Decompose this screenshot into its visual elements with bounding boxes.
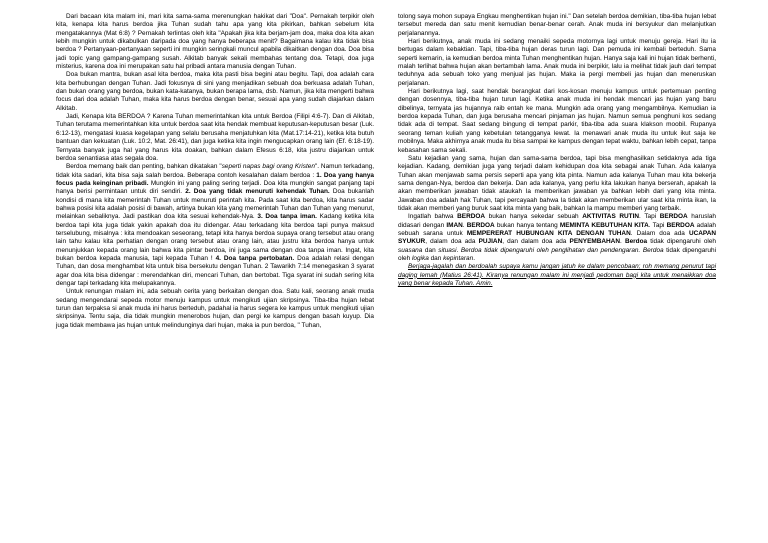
paragraph-ingatlah: Ingatlah bahwa BERDOA bukan hanya sekedar sebuah AKTIVITAS RUTIN. Tapi BERDOA haruslah didasari dengan IMAN. BERDOA bukan hanya tentang MEMINTA KEBUTUHAN KITA. Tapi BERDOA adalah sebuah sarana untuk MEMPERERAT HUBUNGAN KITA DENGAN TUHAN. Dalam doa ada UCAPAN SYUKUR, dalam doa ada PUJIAN, dan dalam doa ada PENYEMBAHAN. Berdoa tidak dipengaruhi oleh suasana dan situasi. Berdoa tidak dipengaruhi oleh penglihatan dan pendengaran. Berdoa tidak dipengaruhi oleh logika dan kepintaran.	[398, 213, 717, 262]
paragraph-cerita-lanjutan: tolong saya mohon supaya Engkau menghentikan hujan ini." Dan setelah berdoa demikian, tiba-tiba hujan lebat tersebut mereda dan satu menit kemudian benar-benar cerah. Anak muda ini bersyukur dan melanjutkan perjalanannya.	[398, 13, 716, 37]
paragraph-hari-berikutnya: Hari berikutnya, anak muda ini sedang menaiki sepeda motornya lagi untuk menuju gereja. Hari itu ia bertugas dalam kebaktian. Tapi, tiba-tiba hujan deras turun lagi. Dan pemuda ini kembali berteduh. Sama seperti kemarin, ia kemudian berdoa minta Tuhan menghentikan hujan. Hanya saja kali ini hujan tidak berhenti, malah terlihat bahwa hujan akan bertambah lama. Anak muda ini berpikir, lalu ia melihat tidak jauh dari tempat teduhnya ada sebuah toko yang menjual jas hujan. Maka ia pergi membeli jas hujan dan meneruskan perjalanan.	[398, 38, 716, 87]
paragraph-kenapa-berdoa: Jadi, Kenapa kita BERDOA ? Karena Tuhan memerintahkan kita untuk Berdoa (Filipi 4:6-7). Dan di Alkitab, Tuhan terutama memerintahkan kita untuk berdoa saat kita hendak membuat keputusan-keputusan besar (Luk. 6:12-13), mengatasi kuasa kegelapan yang selalu berusaha menjatuhkan kita (Mat.17:14-21), ketika kita butuh bantuan dan kekuatan (Luk. 10:2, Mat. 26:41), dan juga ketika kita ingin mengucapkan orang lain (Ef. 6:18-19). Ternyata banyak juga hal yang harus kita doakan, bahkan dalam Efesus 6:18, kita justru diajarkan untuk berdoa senantiasa atas segala doa.	[56, 113, 374, 162]
closing-verse: Berjaga-jagalah dan berdoalah supaya kamu jangan jatuh ke dalam pencobaan; roh memang penurut tapi daging lemah (Matius 26:41). Kiranya renungan malam ini menjadi pedoman bagi kita untuk menaikkan doa yang benar kepada Tuhan. Amin.	[398, 263, 716, 287]
paragraph-kesalahan-berdoa: Berdoa memang baik dan penting, bahkan dikatakan "seperti napas bagi orang Kristen". Namun terkadang, tidak kita sadari, kita bisa saja salah berdoa. Beberapa contoh kesalahan dalam berdoa : 1. Doa yang hanya focus pada keinginan pribadi. Mungkin ini yang paling sering terjadi. Doa kita mungkin sangat panjang tapi hanya berisi permintaan untuk diri sendiri. 2. Doa yang tidak menuruti kehendak Tuhan. Doa bukanlah kondisi di mana kita memerintah Tuhan untuk menuruti perintah kita. Pada saat kita berdoa, kita harus sadar bahwa posisi kita adalah posisi di bawah, artinya bukan kita yang memerintah Tuhan dan Tuhan yang menurut, melainkan sebaliknya. Jadi pastikan doa kita sesuai kehendak-Nya. 3. Doa tanpa iman. Kadang ketika kita berdoa tapi kita juga tidak yakin apakah doa itu didengar. Atau terkadang kita berdoa tapi punya maksud terselubung, misalnya : kita mendoakan seseorang, tetapi kita hanya berdoa supaya orang tersebut atau orang lain tahu kalau kita perhatian dengan orang tersebut atau orang lain, atau justru kita berdoa hanya untuk menunjukkan kepada orang lain bahwa kita pintar berdoa, ini juga sama dengan doa tanpa iman. Ingat, kita bukan berdoa kepada manusia, tapi kepada Tuhan ! 4. Doa tanpa pertobatan. Doa adalah relasi dengan Tuhan, dan dosa menghambat kita untuk bisa bersekutu dengan Tuhan. 2 Tawarikh 7:14 menegaskan 3 syarat agar doa kita bisa didengar : merendahkan diri, mencari Tuhan, dan bertobat. Tiga syarat ini sudah sering kita dengar tapi terkadang kita melupakannya.	[56, 163, 375, 287]
paragraph-kesimpulan-cerita: Satu kejadian yang sama, hujan dan sama-sama berdoa, tapi bisa menghasilkan setidaknya ada tiga kejadian. Kadang, demikian juga yang terjadi dalam kehidupan doa kita sebagai anak Tuhan. Ada kalanya Tuhan akan menjawab sama persis seperti apa yang kita pinta. Namun ada kalanya Tuhan mau kita bekerja sama dengan-Nya, berdoa dan bekerja. Dan ada kalanya, yang perlu kita lakukan hanya berserah, apakah Ia akan memberikan jawaban tidak ataukah Ia memberikan jawaban ya bahkan lebih dari yang kita minta. Jawaban doa adalah hak Tuhan, tapi percayaah bahwa Ia tidak akan memberikan ular saat kita minta ikan, Ia tidak akan memberi yang buruk saat kita minta yang baik, bahkan Ia mampu memberi yang terbaik.	[398, 154, 716, 212]
left-column	[56, 13, 374, 330]
paragraph-intro: Dari bacaan kita malam ini, mari kita sama-sama merenungkan hakikat dari "Doa". Pernakah terpikir oleh kita, kenapa kita harus berdoa jika Tuhan sudah tahu apa yang kita pikirkan, bahkan sebelum kita mengatakannya (Mat 6:8) ? Pernakah terlintas oleh kita "Apakah jika kita berjam-jam doa, maka doa kita akan lebih mungkin untuk dikabulkan daripada doa yang hanya beberapa menit? Bagaimana kalau kita tidak bisa berdoa ? Pertanyaan-pertanyaan seperti ini mungkin seringkali muncul apabila dikaitkan dengan doa. Doa bisa jadi topic yang gampang-gampang susah. Alkitab banyak sekali membahas tentang doa. Tetapi, doa juga misterius, karena doa ini merupakan satu hal pribadi antara manusia dengan Tuhan.	[56, 13, 374, 71]
paragraph-doa-bukan-mantra: Doa bukan mantra, bukan asal kita berdoa, maka kita pasti bisa begini atau begitu. Tapi, doa adalah cara kita berhubungan dengan Tuhan. Jadi fokusnya di sini yang menjadikan sebuah doa berkuasa adalah Tuhan, dan bukan orang yang berdoa, bukan kata-katanya, bukan berapa lama, dsb. Namun, jika kita mengerti bahwa focus dari doa adalah Tuhan, maka kita harus berdoa dengan benar, sesuai apa yang sudah diajarkan dalam Alkitab.	[56, 71, 374, 112]
right-column	[398, 13, 716, 288]
paragraph-cerita: Untuk renungan malam ini, ada sebuah cerita yang berkaitan dengan doa. Satu kali, seorang anak muda sedang mengendarai sepeda motor menuju kampus untuk mengikuti ujian skripsinya. Tiba-tiba hujan lebat turun dan terpaksa si anak muda ini harus berteduh, padahal ia harus segera ke kampus untuk mengikuti ujian skripsinya. Tentu saja, dia tidak mungkin menerobos hujan, dan pergi ke kampus dengan basah kuyup. Dia juga tidak membawa jas hujan untuk melindunginya dari hujan, maka ia pun berdoa, " Tuhan,	[56, 288, 374, 329]
paragraph-hari-berikutnya-lagi: Hari berikutnya lagi, saat hendak berangkat dari kos-kosan menuju kampus untuk pertemuan penting dengan dosennya, tiba-tiba hujan turun lagi. Ketika anak muda ini hendak mencari jas hujan yang baru dibelinya, ternyata jas hujannya raib entah ke mana. Mungkin ada orang yang mengambilnya. Kemudian ia berdoa kepada Tuhan, dan juga berusaha mencari pinjaman jas hujan. Namun semua penghuni kos sedang tidak ada di tempat. Saat sedang bingung di tempat parkir, tiba-tiba ada suara klakson moobil. Rupanya seorang teman kuliah yang kebetulan tetangganya lewat. Ia menawari anak muda itu untuk ikut saja ke mobilnya. Maka akhirnya anak muda itu bisa sampai ke kampus dengan tepat waktu, bahkan lebih cepat, tanpa kebasahan sama sekali.	[398, 88, 716, 154]
